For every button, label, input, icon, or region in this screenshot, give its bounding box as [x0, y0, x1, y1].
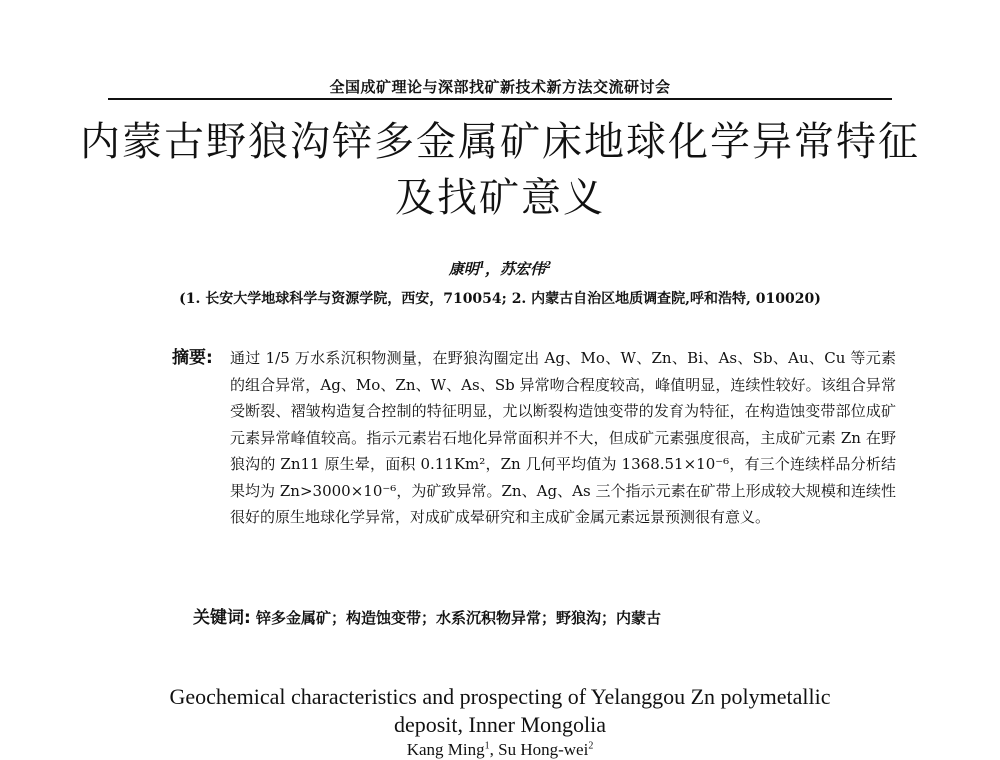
title-line-1: 内蒙古野狼沟锌多金属矿床地球化学异常特征 [80, 119, 920, 165]
abstract [172, 345, 896, 531]
english-author-2-affil: 2 [588, 740, 594, 752]
english-author-1: Kang Ming [406, 740, 485, 759]
english-title [100, 683, 900, 739]
keywords-text: 锌多金属矿；构造蚀变带；水系沉积物异常；野狼沟；内蒙古 [256, 609, 662, 627]
author-1: 康明 [448, 260, 479, 278]
author-separator: ， [484, 260, 500, 278]
conference-header: 全国成矿理论与深部找矿新技术新方法交流研讨会 [329, 78, 671, 96]
keywords [193, 603, 893, 628]
affiliation: (1. 长安大学地球科学与资源学院，西安，710054; 2. 内蒙古自治区地质调查院,呼和浩特, 010020) [179, 291, 821, 307]
abstract-text: 通过 1/5 万水系沉积物测量，在野狼沟圈定出 Ag、Mo、W、Zn、Bi、As、Sb、Au、Cu 等元素的组合异常，Ag、Mo、Zn、W、As、Sb 异常吻合程度较高，峰值明显，连续性较好。该组合异常受断裂、褶皱构造复合控制的特征明显，尤以断裂构造蚀变带的发育为特征，在构造蚀变带部位成矿元素异常峰值较高。指示元素岩石地化异常面积并不大，但成矿元素强度很高，主成矿元素 Zn 在野狼沟的 Zn11 原生晕，面积 0.11Km²，Zn 几何平均值为 1368.51×10⁻⁶，有三个连续样品分析结果均为 Zn>3000×10⁻⁶，为矿致异常。Zn、Ag、As 三个指示元素在矿带上形成较大规模和连续性很好的原生地球化学异常，对成矿成晕研究和主成矿金属元素远景预测很有意义。 [230, 349, 896, 526]
keywords-label: 关键词: [193, 608, 251, 628]
english-author-1-affil: 1 [484, 740, 490, 752]
paper-title [60, 114, 940, 226]
english-authors [0, 740, 1000, 760]
author-1-affil: 1 [478, 261, 485, 271]
english-title-line-2: deposit, Inner Mongolia [393, 712, 607, 737]
title-line-2: 及找矿意义 [395, 175, 605, 221]
english-title-line-1: Geochemical characteristics and prospecting of Yelanggou Zn polymetallic [169, 684, 831, 709]
author-2-affil: 2 [545, 261, 552, 271]
authors [0, 258, 1000, 279]
author-2: 苏宏伟 [500, 260, 546, 278]
abstract-label: 摘要: [172, 348, 213, 368]
header-rule [108, 98, 892, 100]
english-author-separator: , [489, 740, 499, 759]
english-author-2: Su Hong-wei [498, 740, 589, 759]
